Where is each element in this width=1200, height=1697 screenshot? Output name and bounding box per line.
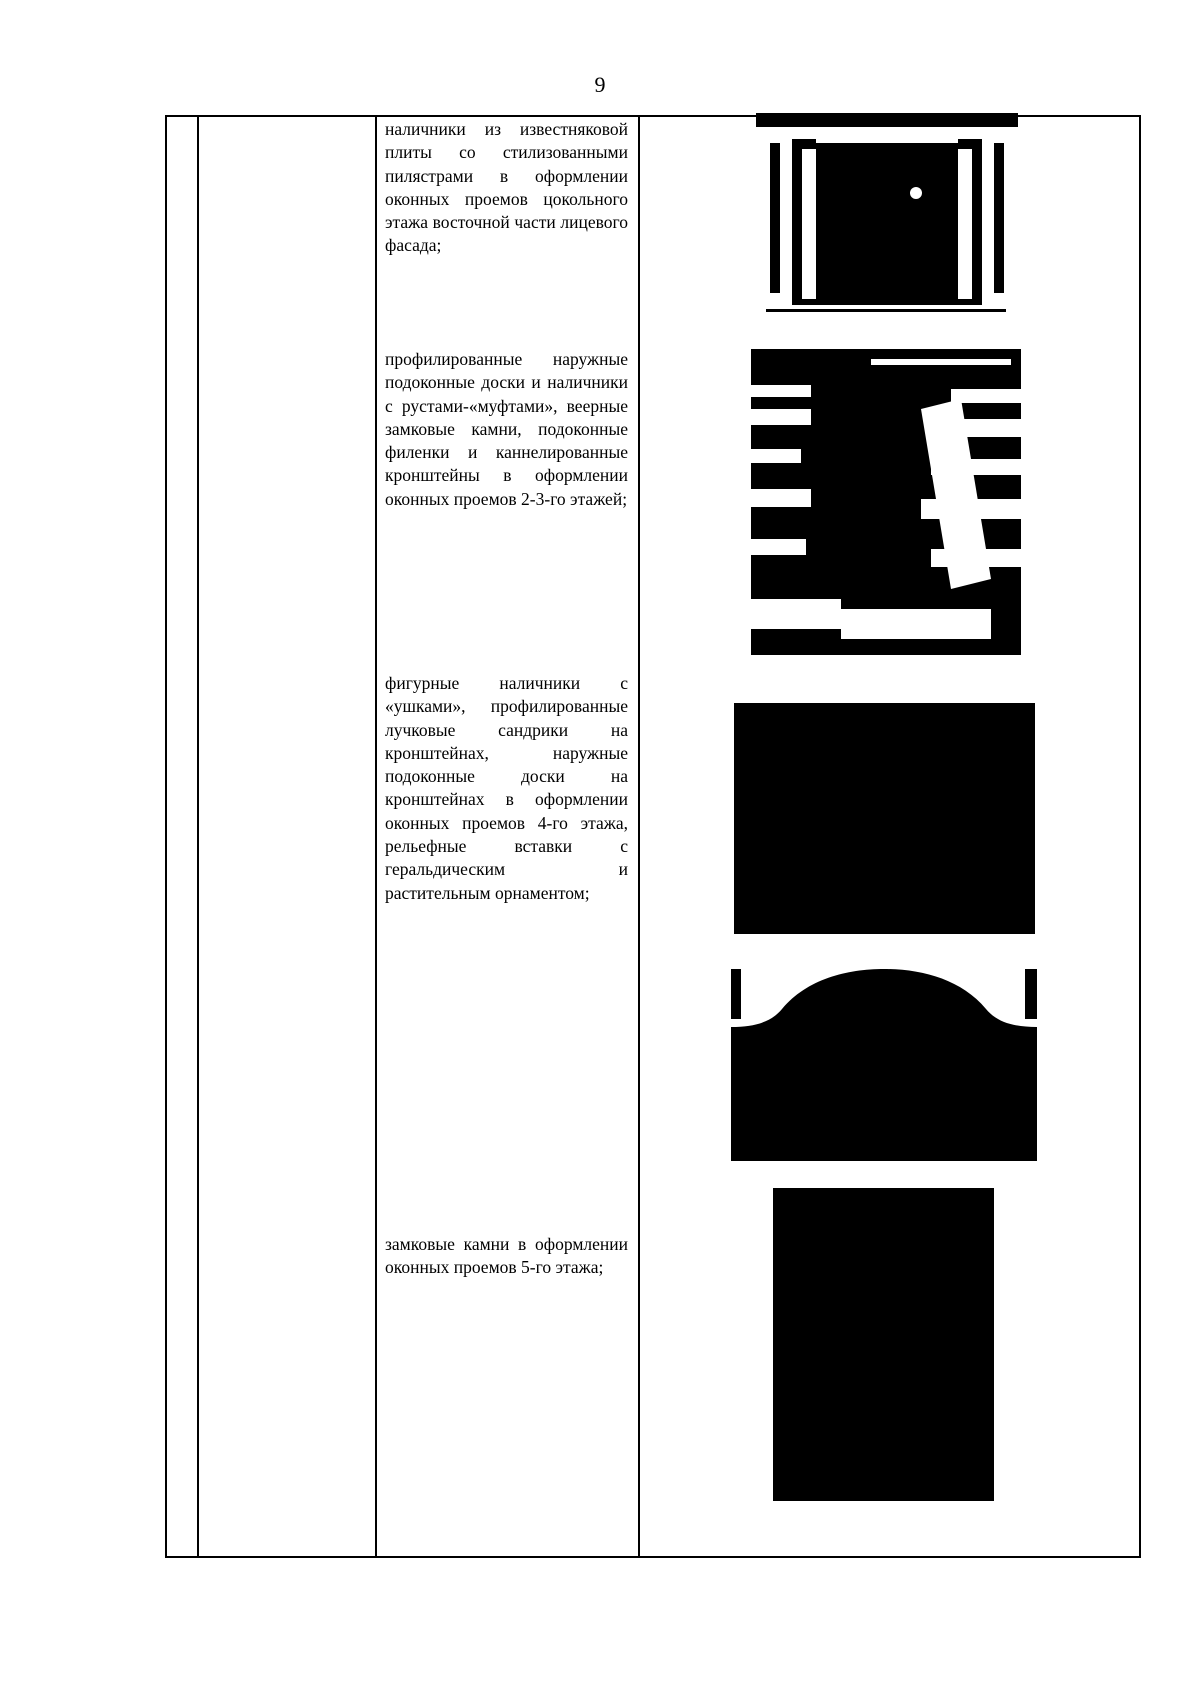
photo-window-4-floor-icon (734, 703, 1035, 934)
column-divider-1 (197, 117, 199, 1556)
entry-floor-5-keystones (385, 1233, 628, 1280)
entry-floor-4-windows (385, 672, 628, 905)
page-number: 9 (594, 72, 606, 97)
entry-text: профилированные наружные подоконные доски и наличники с рустами-«муфтами», веерные замковые камни, подоконные филенки и каннелированные кронштейны в оформлении оконных проемов 2-3-го этажей; (385, 349, 628, 509)
entry-basement-window-surrounds (385, 118, 628, 258)
column-divider-3 (638, 117, 640, 1556)
photo-arched-sandrik-icon (731, 961, 1037, 1161)
photo-keystone-5-floor-icon (773, 1188, 994, 1501)
photo-window-surround-basement-icon (756, 113, 1018, 323)
entry-text: замковые камни в оформлении оконных проемов 5-го этажа; (385, 1234, 628, 1278)
photo-window-2-3-floor-icon (751, 349, 1021, 655)
entry-text: наличники из известняковой плиты со стилизованными пилястрами в оформлении оконных проемов цокольного этажа восточной части лицевого фасада; (385, 119, 628, 256)
entry-floors-2-3-windows (385, 348, 628, 511)
column-divider-2 (375, 117, 377, 1556)
entry-text: фигурные наличники с «ушками», профилированные лучковые сандрики на кронштейнах, наружные подоконные доски на кронштейнах в оформлении оконных проемов 4-го этажа, рельефные вставки с геральдическим и растительным орнаментом; (385, 673, 628, 903)
